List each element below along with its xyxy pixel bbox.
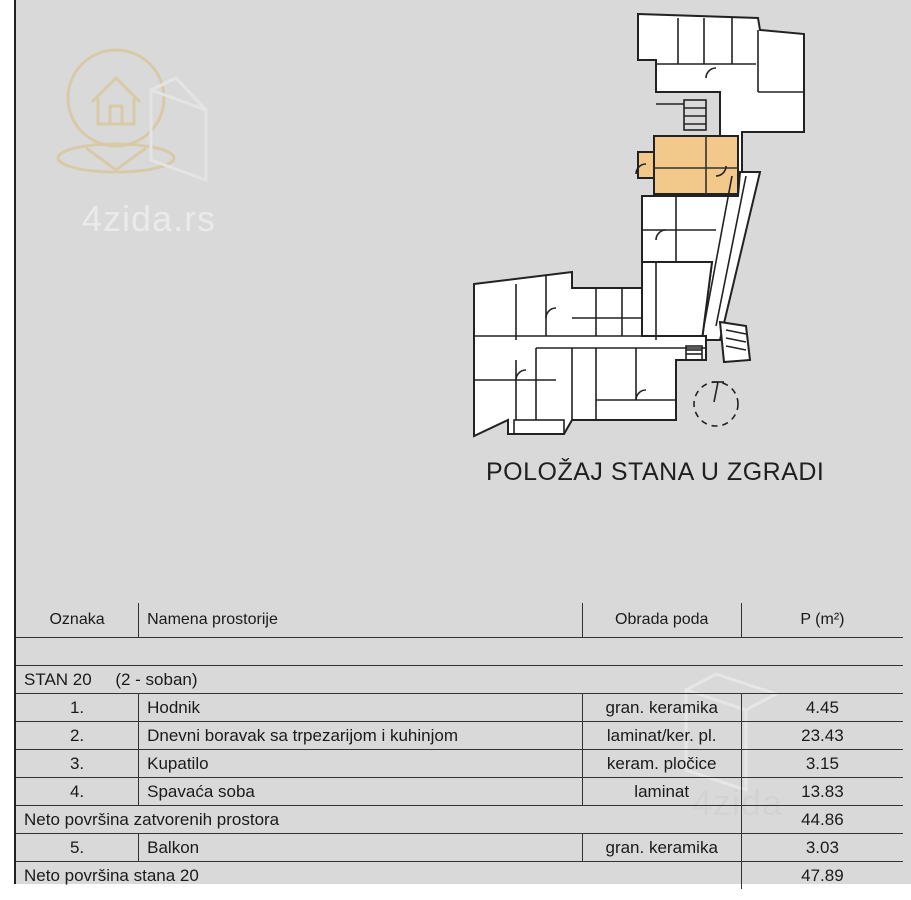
row-floor: gran. keramika <box>582 694 741 722</box>
header-purpose: Namena prostorije <box>139 603 583 638</box>
row-purpose: Balkon <box>139 834 583 862</box>
row-code: 4. <box>16 778 139 806</box>
row-purpose: Kupatilo <box>139 750 583 778</box>
table-row <box>16 750 903 778</box>
row-code: 2. <box>16 722 139 750</box>
row-code: 5. <box>16 834 139 862</box>
row-purpose: Dnevni boravak sa trpezarijom i kuhinjom <box>139 722 583 750</box>
room-table <box>16 603 903 889</box>
total-label: Neto površina stana 20 <box>16 862 741 890</box>
table-row <box>16 694 903 722</box>
table-row <box>16 834 903 862</box>
row-area: 13.83 <box>741 778 903 806</box>
row-floor: laminat/ker. pl. <box>582 722 741 750</box>
row-code: 3. <box>16 750 139 778</box>
section-title: STAN 20 (2 - soban) <box>16 666 903 694</box>
plan-caption: POLOŽAJ STANA U ZGRADI <box>486 458 825 486</box>
watermark-text: 4zida <box>692 782 784 823</box>
table-header-row <box>16 603 903 638</box>
table-row <box>16 778 903 806</box>
row-floor: gran. keramika <box>582 834 741 862</box>
header-floor: Obrada poda <box>582 603 741 638</box>
row-area: 4.45 <box>741 694 903 722</box>
subtotal-row <box>16 806 903 834</box>
table-row <box>16 722 903 750</box>
row-floor: keram. pločice <box>582 750 741 778</box>
north-arrow-icon <box>694 382 738 426</box>
row-purpose: Hodnik <box>139 694 583 722</box>
subtotal-area: 44.86 <box>741 806 903 834</box>
building-floor-plan <box>16 0 911 600</box>
total-row <box>16 862 903 890</box>
header-area: P (m²) <box>741 603 903 638</box>
header-code: Oznaka <box>49 611 105 628</box>
row-floor: laminat <box>582 778 741 806</box>
row-area: 23.43 <box>741 722 903 750</box>
subtotal-label: Neto površina zatvorenih prostora <box>16 806 741 834</box>
row-area: 3.03 <box>741 834 903 862</box>
total-area: 47.89 <box>741 862 903 890</box>
watermark-text: 4zida.rs <box>82 198 217 239</box>
row-purpose: Spavaća soba <box>139 778 583 806</box>
row-area: 3.15 <box>741 750 903 778</box>
row-code: 1. <box>16 694 139 722</box>
section-row <box>16 666 903 694</box>
